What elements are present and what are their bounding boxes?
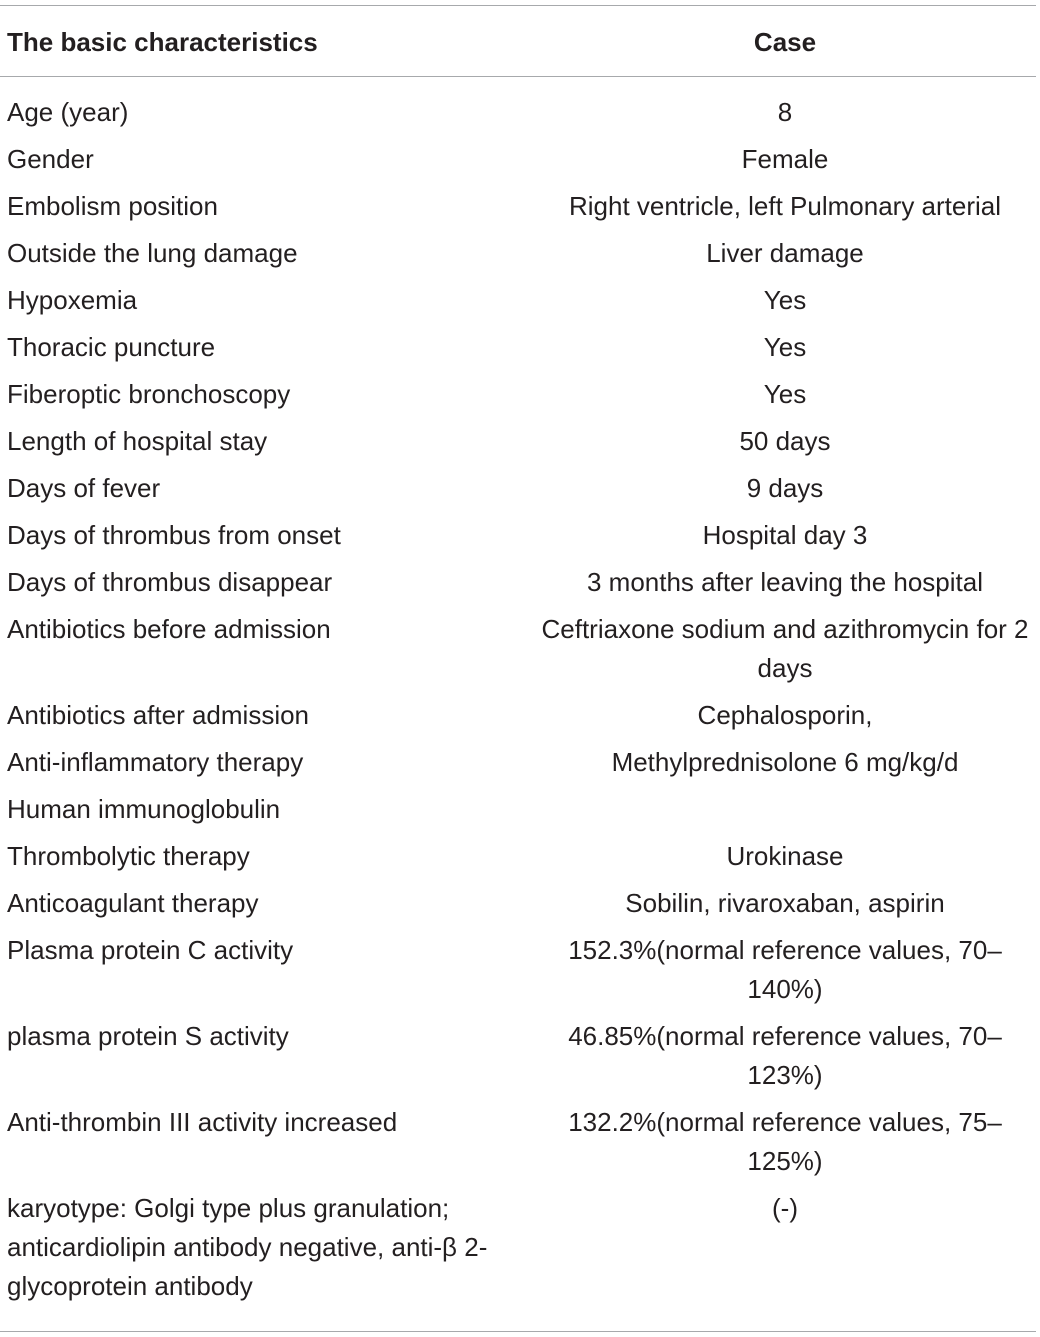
characteristic-cell: Length of hospital stay — [7, 426, 268, 456]
case-cell: Yes — [763, 332, 807, 362]
characteristic-cell: Anti-inflammatory therapy — [7, 747, 304, 777]
table-row — [0, 1017, 1040, 1103]
characteristic-cell: Fiberoptic bronchoscopy — [7, 379, 291, 409]
table-top-rule — [0, 5, 1036, 6]
characteristic-cell: Age (year) — [7, 97, 129, 127]
case-cell — [533, 790, 1037, 829]
characteristic-cell: Antibiotics after admission — [7, 700, 310, 730]
table-row — [0, 1189, 1040, 1314]
case-cell: 9 days — [746, 473, 824, 503]
characteristic-cell: karyotype: Golgi type plus granulation; anticardiolipin antibody negative, anti-β 2-glycoprotein antibody — [7, 1193, 488, 1301]
table-row — [0, 931, 1040, 1017]
case-cell: Yes — [763, 379, 807, 409]
case-cell: Ceftriaxone sodium and azithromycin for 2 days — [541, 614, 1029, 683]
characteristic-cell: Days of thrombus disappear — [7, 567, 333, 597]
table-row — [0, 563, 1040, 610]
characteristic-cell: Thoracic puncture — [7, 332, 216, 362]
table-row — [0, 93, 1040, 140]
case-cell: 8 — [777, 97, 793, 127]
table-header-row — [0, 20, 1040, 64]
characteristic-cell: Antibiotics before admission — [7, 614, 331, 644]
header-characteristics: The basic characteristics — [7, 27, 318, 57]
case-cell: Female — [741, 144, 829, 174]
case-cell: 152.3%(normal reference values, 70–140%) — [568, 935, 1002, 1004]
table-row — [0, 884, 1040, 931]
table-row — [0, 281, 1040, 328]
case-cell: (-) — [772, 1193, 798, 1223]
characteristic-cell: Human immunoglobulin — [7, 794, 281, 824]
characteristic-cell: plasma protein S activity — [7, 1021, 289, 1051]
table-row — [0, 140, 1040, 187]
characteristic-cell: Days of thrombus from onset — [7, 520, 341, 550]
table-bottom-rule — [0, 1331, 1036, 1332]
characteristic-cell: Gender — [7, 144, 94, 174]
table-row — [0, 790, 1040, 837]
characteristic-cell: Embolism position — [7, 191, 218, 221]
characteristic-cell: Anti-thrombin III activity increased — [7, 1107, 398, 1137]
case-cell: Yes — [763, 285, 807, 315]
table-row — [0, 516, 1040, 563]
case-cell: 132.2%(normal reference values, 75–125%) — [568, 1107, 1002, 1176]
case-cell: Methylprednisolone 6 mg/kg/d — [611, 747, 959, 777]
case-cell: Cephalosporin, — [697, 700, 873, 730]
table-body — [0, 93, 1040, 1314]
table-header-rule — [0, 76, 1036, 77]
table-row — [0, 375, 1040, 422]
characteristic-cell: Thrombolytic therapy — [7, 841, 250, 871]
case-cell: 3 months after leaving the hospital — [586, 567, 984, 597]
table-row — [0, 422, 1040, 469]
characteristic-cell: Plasma protein C activity — [7, 935, 294, 965]
table-row — [0, 696, 1040, 743]
header-case: Case — [753, 27, 817, 57]
case-cell: Liver damage — [706, 238, 864, 268]
table-row — [0, 234, 1040, 281]
case-cell: Urokinase — [726, 841, 844, 871]
table-row — [0, 743, 1040, 790]
characteristic-cell: Days of fever — [7, 473, 161, 503]
case-cell: 50 days — [739, 426, 831, 456]
table-row — [0, 469, 1040, 516]
table-row — [0, 610, 1040, 696]
case-cell: 46.85%(normal reference values, 70–123%) — [568, 1021, 1002, 1090]
characteristic-cell: Anticoagulant therapy — [7, 888, 259, 918]
table-row — [0, 187, 1040, 234]
table-row — [0, 837, 1040, 884]
table-row — [0, 1103, 1040, 1189]
case-cell: Hospital day 3 — [702, 520, 868, 550]
characteristic-cell: Hypoxemia — [7, 285, 138, 315]
table-row — [0, 328, 1040, 375]
case-cell: Right ventricle, left Pulmonary arterial — [568, 191, 1002, 221]
case-cell: Sobilin, rivaroxaban, aspirin — [625, 888, 945, 918]
characteristic-cell: Outside the lung damage — [7, 238, 298, 268]
